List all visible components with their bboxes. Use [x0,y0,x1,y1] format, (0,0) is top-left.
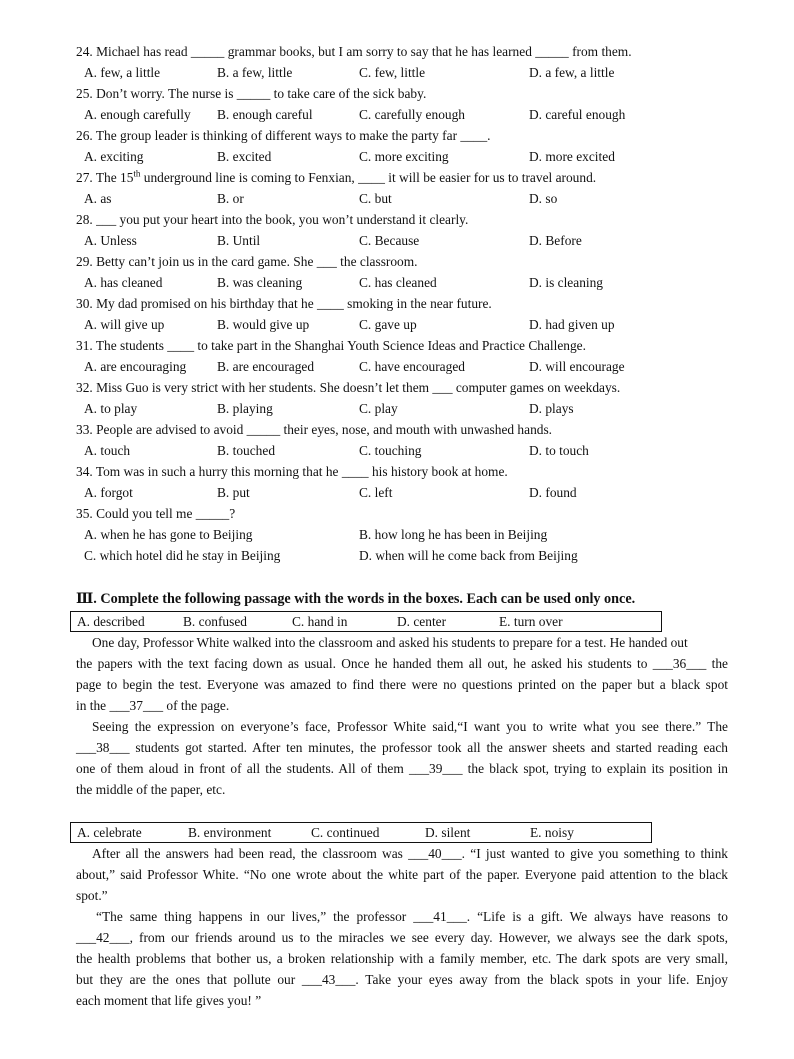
option-d: D. when will he come back from Beijing [359,548,578,563]
paragraph-4-line: the health problems that bother us, a broken relationship with a family member, etc. The dark spots are very small, [76,951,728,966]
option-b: B. was cleaning [217,275,303,290]
option-c: C. play [359,401,398,416]
option-a: A. as [84,191,112,206]
paragraph-4-line: “The same thing happens in our lives,” the professor ___41___. “Life is a gift. We always have reasons to [96,909,728,924]
option-c: C. which hotel did he stay in Beijing [84,548,281,563]
word-option: A. described [77,614,145,629]
word-box-1 [70,611,662,632]
option-b: B. a few, little [217,65,293,80]
paragraph-2-line: the middle of the paper, etc. [76,782,226,797]
options-32 [84,401,764,419]
options-30 [84,317,764,335]
option-d: D. so [529,191,558,206]
ordinal-suffix: th [133,168,141,179]
option-c: C. touching [359,443,422,458]
question-32: 32. Miss Guo is very strict with her students. She doesn’t let them ___ computer games on weekdays. [76,380,621,395]
paragraph-2-line: Seeing the expression on everyone’s face, Professor White said,“I want you to write what you see there.” The [92,719,728,734]
paragraph-3-line: about,” said Professor White. “No one wrote about the white part of the paper. Everyone paid attention to the black [76,867,728,882]
option-d: D. found [529,485,577,500]
stem-part: 27. The 15 [76,170,134,185]
question-28: 28. ___ you put your heart into the book, you won’t understand it clearly. [76,212,469,227]
paragraph-1-line: page to begin the test. Everyone was amazed to find there were no questions printed on the paper but a black spot [76,677,728,692]
options-26 [84,149,764,167]
option-b: B. Until [217,233,261,248]
paragraph-3-line: spot.” [76,888,108,903]
question-35: 35. Could you tell me _____? [76,506,236,521]
word-option: B. environment [188,825,272,840]
option-a: A. few, a little [84,65,161,80]
stem-part: underground line is coming to Fenxian, ____ it will be easier for us to travel around. [140,170,597,185]
option-d: D. Before [529,233,582,248]
word-option: E. turn over [499,614,563,629]
option-b: B. are encouraged [217,359,315,374]
question-31: 31. The students ____ to take part in the Shanghai Youth Science Ideas and Practice Challenge. [76,338,586,353]
option-b: B. enough careful [217,107,313,122]
word-option: D. silent [425,825,471,840]
option-c: C. more exciting [359,149,449,164]
section-title: Ⅲ. Complete the following passage with the words in the boxes. Each can be used only once. [76,591,636,607]
option-c: C. Because [359,233,420,248]
option-c: C. but [359,191,392,206]
option-b: B. put [217,485,250,500]
paragraph-4-line: but they are the ones that pollute our ___43___. Take your eyes away from the black spots in your life. Enjoy [76,972,728,987]
option-a: A. enough carefully [84,107,191,122]
option-a: A. has cleaned [84,275,163,290]
question-30: 30. My dad promised on his birthday that he ____ smoking in the near future. [76,296,492,311]
paragraph-1-line: the papers with the text facing down as usual. Once he handed them all out, he asked his students to ___36___ the [76,656,728,671]
question-26: 26. The group leader is thinking of different ways to make the party far ____. [76,128,491,143]
option-a: A. touch [84,443,131,458]
option-d: D. more excited [529,149,615,164]
options-35-row1 [84,527,764,545]
option-b: B. touched [217,443,276,458]
option-a: A. when he has gone to Beijing [84,527,253,542]
word-option: D. center [397,614,447,629]
question-25: 25. Don’t worry. The nurse is _____ to take care of the sick baby. [76,86,427,101]
question-29: 29. Betty can’t join us in the card game. She ___ the classroom. [76,254,418,269]
option-a: A. exciting [84,149,144,164]
option-a: A. are encouraging [84,359,187,374]
paragraph-4-line: each moment that life gives you! ” [76,993,262,1008]
options-24 [84,65,764,83]
word-option: C. hand in [292,614,348,629]
paragraph-4-line: ___42___, from our friends around us to the miracles we see every day. However, we always see the dark spots, [76,930,728,945]
option-a: A. Unless [84,233,137,248]
paragraph-2-line: one of them aloud in front of all the students. All of them ___39___ the black spot, trying to explain its position in [76,761,728,776]
word-box-2 [70,822,652,843]
question-27 [76,170,596,186]
option-c: C. have encouraged [359,359,465,374]
options-25 [84,107,764,125]
word-option: C. continued [311,825,380,840]
option-a: A. forgot [84,485,133,500]
options-33 [84,443,764,461]
option-d: D. will encourage [529,359,625,374]
option-c: C. left [359,485,393,500]
option-c: C. gave up [359,317,417,332]
word-option: B. confused [183,614,247,629]
question-24: 24. Michael has read _____ grammar books, but I am sorry to say that he has learned _____ from them. [76,44,632,59]
paragraph-1-line: in the ___37___ of the page. [76,698,230,713]
options-28 [84,233,764,251]
paragraph-3-line: After all the answers had been read, the classroom was ___40___. “I just wanted to give you something to think [92,846,728,861]
option-b: B. excited [217,149,272,164]
question-34: 34. Tom was in such a hurry this morning that he ____ his history book at home. [76,464,508,479]
option-d: D. had given up [529,317,615,332]
paragraph-2-line: ___38___ students got started. After ten minutes, the professor took all the answer sheets and started reading each [76,740,728,755]
option-b: B. how long he has been in Beijing [359,527,548,542]
option-d: D. a few, a little [529,65,615,80]
option-a: A. to play [84,401,138,416]
option-d: D. to touch [529,443,589,458]
option-c: C. carefully enough [359,107,465,122]
options-29 [84,275,764,293]
options-31 [84,359,764,377]
option-c: C. has cleaned [359,275,437,290]
option-b: B. playing [217,401,273,416]
options-27 [84,191,764,209]
option-b: B. or [217,191,244,206]
option-c: C. few, little [359,65,426,80]
word-option: A. celebrate [77,825,142,840]
word-option: E. noisy [530,825,574,840]
options-34 [84,485,764,503]
options-35-row2 [84,548,764,566]
option-b: B. would give up [217,317,310,332]
option-d: D. careful enough [529,107,626,122]
option-a: A. will give up [84,317,165,332]
question-33: 33. People are advised to avoid _____ their eyes, nose, and mouth with unwashed hands. [76,422,553,437]
option-d: D. is cleaning [529,275,604,290]
paragraph-1-line: One day, Professor White walked into the classroom and asked his students to prepare for a test. He handed out [92,635,688,650]
option-d: D. plays [529,401,574,416]
